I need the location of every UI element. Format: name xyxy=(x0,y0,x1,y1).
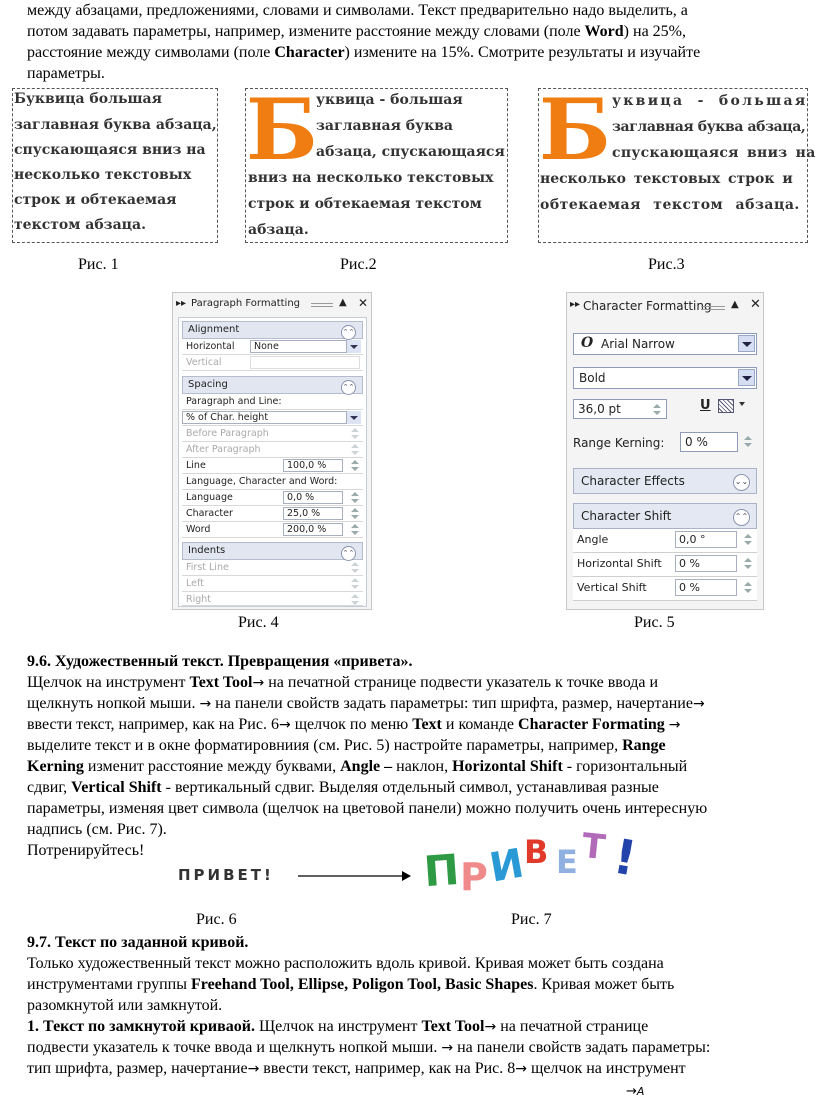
spacing-unit-select[interactable]: % of Char. height xyxy=(182,411,360,424)
fig1-line: Буквица большая xyxy=(14,91,162,107)
caption-fig1: Рис. 1 xyxy=(78,256,119,273)
row-para-line-label: Paragraph and Line: xyxy=(182,394,363,410)
spinner-icon[interactable] xyxy=(650,403,664,416)
privet-letter: Т xyxy=(579,825,608,869)
arrow-icon: → xyxy=(484,1019,497,1035)
spinner-icon[interactable] xyxy=(741,557,755,570)
row-para-line-select xyxy=(182,410,363,426)
close-icon[interactable]: ✕ xyxy=(750,297,761,312)
strikethrough-icon[interactable] xyxy=(718,399,734,413)
fig2-line: вниз на несколько текстовых xyxy=(248,170,494,186)
opentype-font-icon: O xyxy=(581,335,594,351)
fig3-line: спускающаяся вниз на xyxy=(612,145,816,161)
arrow-icon: → xyxy=(252,675,265,691)
arrow-icon: → xyxy=(668,717,681,733)
fig2-line: заглавная буква xyxy=(316,118,453,134)
s96-line: Потренируйтесь! xyxy=(27,842,145,859)
row-line: Line 100,0 % xyxy=(182,458,363,474)
s96-line: Щелчок на инструмент Text Tool→ на печатной странице подвести указатель к точке ввода и xyxy=(27,674,659,691)
s96-line: надпись (см. Рис. 7). xyxy=(27,821,167,838)
fig1-line: заглавная буква абзаца, xyxy=(14,117,217,133)
row-horizontal-shift: Horizontal Shift 0 % xyxy=(573,553,757,577)
arrow-icon: → xyxy=(515,1061,527,1077)
fig3-line: несколько текстовых строк и xyxy=(540,171,793,187)
fig1-line: строк и обтекаемая xyxy=(14,192,177,208)
vertical-shift-input[interactable]: 0 % xyxy=(675,579,737,596)
collapse-chevron-icon[interactable]: ⌃⌃ xyxy=(341,546,356,561)
row-lcw-label: Language, Character and Word: xyxy=(182,474,363,490)
font-select[interactable]: O Arial Narrow xyxy=(573,333,757,355)
dropdown-arrow-icon[interactable] xyxy=(346,340,361,353)
spinner-icon xyxy=(348,427,362,440)
arrow-icon: → xyxy=(278,717,291,733)
fig1-line: текстом абзаца. xyxy=(14,217,146,233)
spinner-icon[interactable] xyxy=(741,435,755,448)
panel-title: Character Formatting xyxy=(583,299,712,313)
chevron-down-icon[interactable] xyxy=(739,402,745,406)
section-spacing[interactable]: Spacing ⌃⌃ xyxy=(182,376,363,394)
privet-letter: И xyxy=(486,840,528,892)
s97-line: Только художественный текст можно расположить вдоль кривой. Кривая может быть создана xyxy=(27,955,664,972)
row-horizontal: Horizontal None xyxy=(182,339,363,355)
collapse-icon[interactable]: ▲ xyxy=(731,299,739,310)
spinner-icon xyxy=(348,577,362,590)
caption-fig3: Рис.3 xyxy=(648,256,685,273)
privet-art-text xyxy=(422,825,644,900)
privet-letter: В xyxy=(524,833,549,871)
intro-line-1: между абзацами, предложениями, словами и символами. Текст предварительно надо выделить, а xyxy=(27,2,688,19)
row-after-paragraph: After Paragraph xyxy=(182,442,363,458)
row-vertical-shift: Vertical Shift 0 % xyxy=(573,577,757,601)
row-vertical: Vertical xyxy=(182,355,363,371)
character-formatting-panel xyxy=(566,292,764,610)
arrow-icon: → xyxy=(441,1040,454,1056)
collapse-icon[interactable]: ▲ xyxy=(339,297,347,308)
paragraph-formatting-panel xyxy=(172,292,372,610)
privet-plain-text: ПРИВЕТ! xyxy=(178,866,274,884)
caption-fig4: Рис. 4 xyxy=(238,614,279,631)
row-word: Word 200,0 % xyxy=(182,522,363,538)
collapse-chevron-icon[interactable]: ⌃⌃ xyxy=(341,325,356,340)
horizontal-shift-input[interactable]: 0 % xyxy=(675,555,737,572)
panel-title: Paragraph Formatting xyxy=(191,298,301,309)
privet-letter: Р xyxy=(460,855,488,899)
range-kerning-input[interactable]: 0 % xyxy=(680,432,738,452)
section-character-shift[interactable]: Character Shift ⌃⌃ xyxy=(573,503,757,529)
spinner-icon[interactable] xyxy=(348,507,362,520)
line-spacing-input[interactable]: 100,0 % xyxy=(283,459,343,472)
row-before-paragraph: Before Paragraph xyxy=(182,426,363,442)
s97-line: 1. Текст по замкнутой криваой. Щелчок на инструмент Text Tool→ на печатной странице xyxy=(27,1018,649,1035)
fig3-line: уквица - большая xyxy=(612,93,808,109)
angle-input[interactable]: 0,0 ° xyxy=(675,531,737,548)
dropdown-arrow-icon[interactable] xyxy=(346,411,361,424)
fig1-line: несколько текстовых xyxy=(14,167,192,183)
s96-line: выделите текст и в окне форматировниия (см. Рис. 5) настройте параметры, например, Range xyxy=(27,737,666,754)
expand-chevron-icon[interactable]: ⌄⌄ xyxy=(733,474,750,491)
panel-body xyxy=(178,317,367,607)
fig2-dropcap: Б xyxy=(246,80,318,179)
spinner-icon xyxy=(348,561,362,574)
panel-grip-icon[interactable]: ▸▸ xyxy=(570,299,581,310)
fig3-dropcap: Б xyxy=(539,80,611,179)
fig3-line: обтекаемая текстом абзаца. xyxy=(540,197,800,213)
row-angle: Angle 0,0 ° xyxy=(573,529,757,553)
privet-letter: П xyxy=(422,844,461,897)
section-character-effects[interactable]: Character Effects ⌄⌄ xyxy=(573,468,757,494)
fig2-line: абзаца, спускающаяся xyxy=(316,144,505,160)
caption-fig6: Рис. 6 xyxy=(196,911,237,928)
intro-line-3: расстояние между символами (поле Character) измените на 15%. Смотрите результаты и изучайте xyxy=(27,44,701,61)
horizontal-select[interactable]: None xyxy=(250,340,360,353)
row-left: Left xyxy=(182,576,363,592)
row-first-line: First Line xyxy=(182,560,363,576)
caption-fig5: Рис. 5 xyxy=(634,614,675,631)
row-character: Character 25,0 % xyxy=(182,506,363,522)
caption-fig7: Рис. 7 xyxy=(511,911,552,928)
privet-letter: ! xyxy=(609,828,641,888)
collapse-chevron-icon[interactable]: ⌃⌃ xyxy=(341,380,356,395)
s97-line: подвести указатель к точке ввода и щелкнуть нопкой мыши. → на панели свойств задать параметры: xyxy=(27,1039,711,1056)
s97-line: разомкнутой или замкнутой. xyxy=(27,997,223,1014)
panel-grip-icon[interactable]: ▸▸ xyxy=(176,298,187,309)
collapse-chevron-icon[interactable]: ⌃⌃ xyxy=(733,509,750,526)
arrow-icon: → xyxy=(247,1061,260,1077)
fig3-line: заглавная буква абзаца, xyxy=(612,119,806,135)
row-language: Language 0,0 % xyxy=(182,490,363,506)
intro-line-4: параметры. xyxy=(27,65,105,82)
s96-line: щелкнуть нопкой мыши. → на панели свойств задать параметры: тип шрифта, размер, начертание→ xyxy=(27,695,705,712)
spinner-icon xyxy=(348,593,362,606)
range-kerning-label: Range Kerning: xyxy=(573,436,665,450)
s97-line: инструментами группы Freehand Tool, Ellipse, Poligon Tool, Basic Shapes. Кривая может быть xyxy=(27,976,675,993)
dropdown-arrow-icon[interactable] xyxy=(738,335,755,352)
spinner-icon xyxy=(348,443,362,456)
s97-line: тип шрифта, размер, начертание→ ввести текст, например, как на Рис. 8→ щелчок на инструмент xyxy=(27,1060,686,1077)
arrow-icon: → xyxy=(692,696,705,712)
privet-letter: Е xyxy=(556,843,578,881)
vertical-select xyxy=(250,356,360,369)
font-style-select[interactable]: Bold xyxy=(573,367,757,389)
section-9-6-heading: 9.6. Художественный текст. Превращения «привета». xyxy=(27,653,413,670)
caption-fig2: Рис.2 xyxy=(340,256,377,273)
fig2-line: абзаца. xyxy=(248,222,309,238)
section-alignment[interactable]: Alignment ⌃⌃ xyxy=(182,321,363,339)
intro-line-2: потом задавать параметры, например, измените расстояние между словами (поле Word) на 25%, xyxy=(27,23,686,40)
spinner-icon[interactable] xyxy=(741,581,755,594)
fig2-line: строк и обтекаемая текстом xyxy=(248,196,482,212)
s96-line: параметры, изменяя цвет символа (щелчок на цветовой панели) можно получить очень интересную xyxy=(27,800,708,817)
spinner-icon[interactable] xyxy=(741,533,755,546)
close-icon[interactable]: ✕ xyxy=(358,296,369,310)
panel-drag-bar[interactable] xyxy=(701,306,725,310)
font-size-input[interactable]: 36,0 pt xyxy=(573,399,667,419)
section-indents[interactable]: Indents ⌃⌃ xyxy=(182,542,363,560)
s96-line: ввести текст, например, как на Рис. 6→ щелчок по меню Text и команде Character Formating → xyxy=(27,716,681,733)
underline-icon[interactable]: U xyxy=(700,398,711,413)
spinner-icon[interactable] xyxy=(348,523,362,536)
spinner-icon[interactable] xyxy=(348,491,362,504)
word-spacing-input[interactable]: 200,0 % xyxy=(283,523,343,536)
section-9-7-heading: 9.7. Текст по заданной кривой. xyxy=(27,934,249,951)
text-on-path-tool-icon: →A xyxy=(626,1084,645,1099)
spinner-icon[interactable] xyxy=(348,459,362,472)
transformation-arrow xyxy=(298,868,412,884)
language-spacing-input[interactable]: 0,0 % xyxy=(283,491,343,504)
s96-line: сдвиг, Vertical Shift - вертикальный сдвиг. Выделяя отдельный символ, устанавливая разные xyxy=(27,779,659,796)
arrow-icon: → xyxy=(199,696,212,712)
fig2-line: уквица - большая xyxy=(316,92,463,108)
row-right: Right xyxy=(182,592,363,606)
fig1-line: спускающаяся вниз на xyxy=(14,142,206,158)
character-spacing-input[interactable]: 25,0 % xyxy=(283,507,343,520)
s96-line: Kerning изменит расстояние между буквами, Angle – наклон, Horizontal Shift - горизонтальный xyxy=(27,758,688,775)
panel-drag-bar[interactable] xyxy=(311,303,333,307)
dropdown-arrow-icon[interactable] xyxy=(738,369,755,386)
